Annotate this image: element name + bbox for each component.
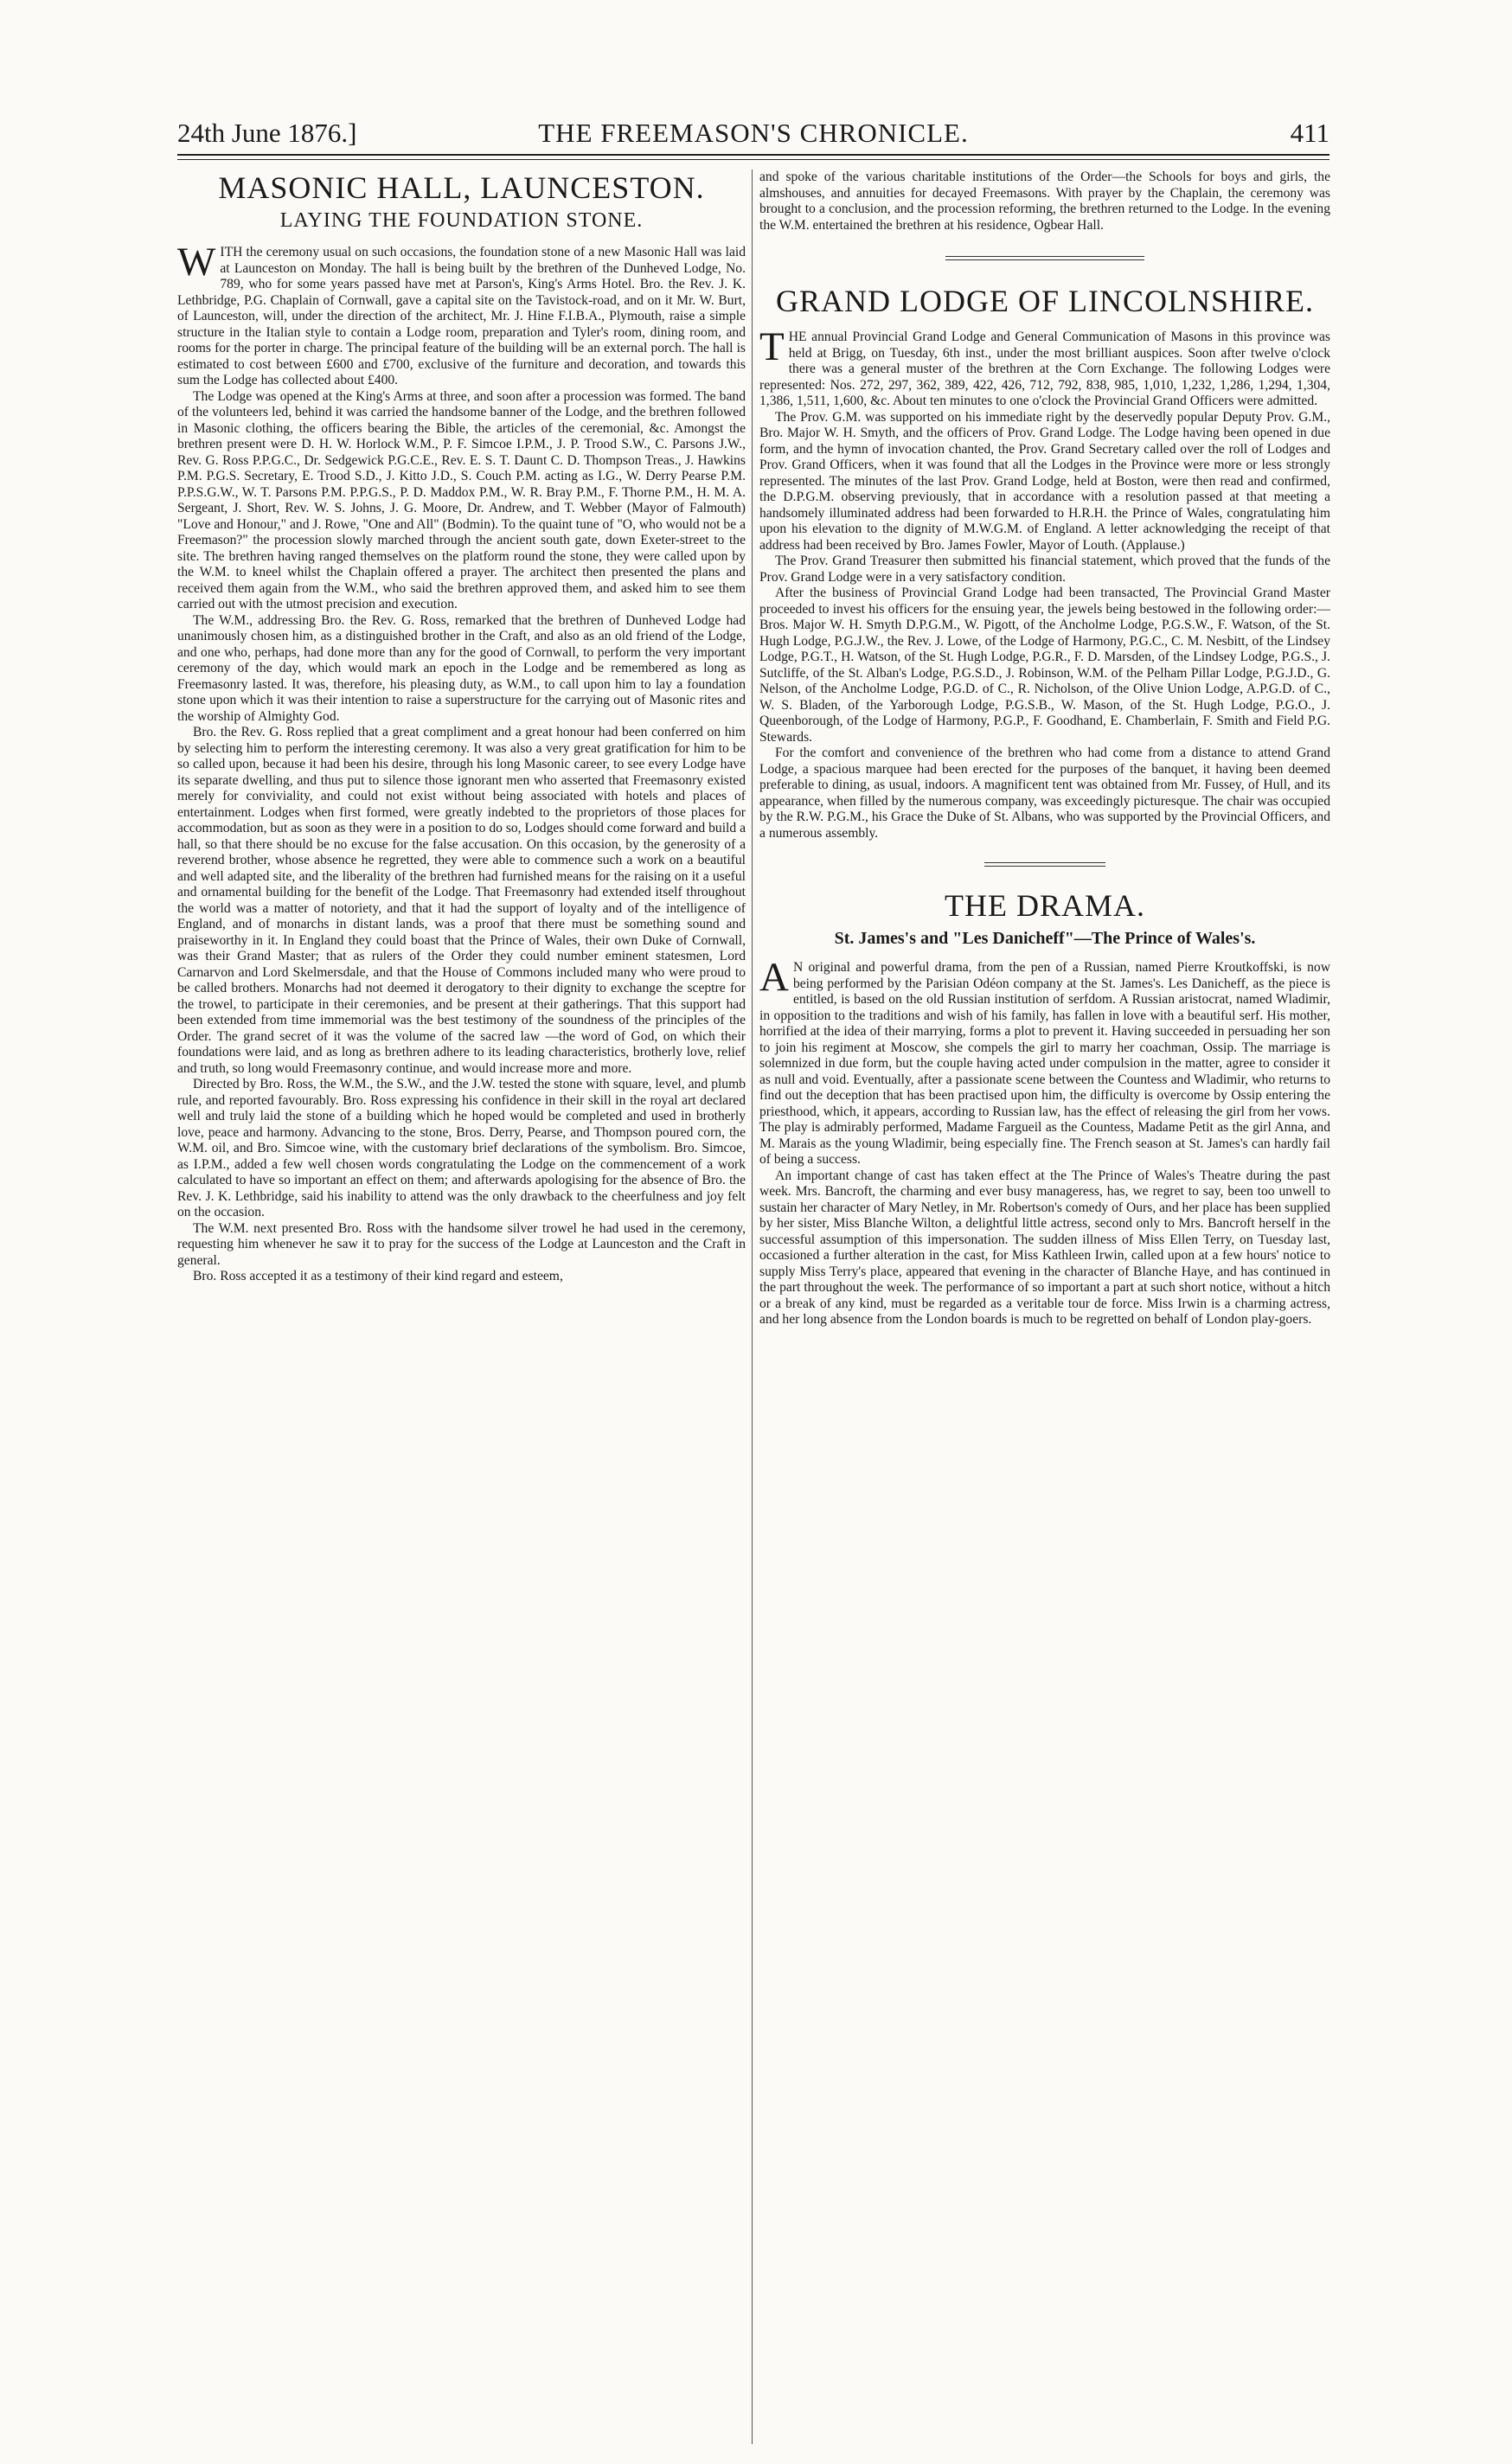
article-paragraph: An important change of cast has taken effect at the The Prince of Wales's Theatre during the past week. Mrs. Bancroft, the charming and ever busy manageress, has, we regret to say, been too unwell to sustain her character of Mary Netley, in Mr. Robertson's comedy of Ours, and her place has been supplied by her sister, Miss Blanche Wilton, a delightful little actress, second only to Mrs. Bancroft herself in the successful assumption of this impersonation. The sudden illness of Miss Ellen Terry, on Tuesday last, occasioned a further alteration in the cast, for Miss Kathleen Irwin, called upon at a few hours' notice to supply Miss Terry's place, appeared that evening in the character of Blanche Haye, and has continued in the part throughout the week. The performance of so important a part at such short notice, without a hitch or a break of any kind, must be regarded as a veritable tour de force. Miss Irwin is a charming actress, and her long absence from the London boards is much to be regretted on behalf of London play-goers. [759, 1168, 1331, 1327]
article-body [759, 324, 1330, 842]
section-separator [984, 862, 1105, 867]
article-body [759, 955, 1331, 1328]
article-paragraph: and spoke of the various charitable institutions of the Order—the Schools for boys and girls, the almshouses, and annuities for decayed Freemasons. With prayer by the Chaplain, the ceremony was brought to a conclusion, and the procession reforming, the brethren returned to the Lodge. In the evening the W.M. entertained the brethren at his residence, Ogbear Hall. [759, 170, 1330, 233]
article-subtitle: LAYING THE FOUNDATION STONE. [279, 209, 644, 232]
article-paragraph: A N original and powerful drama, from the pen of a Russian, named Pierre Kroutkoffski, is now being performed by the Parisian Odéon company at the St. James's. Les Danicheff, as the piece is entitled, is based on the old Russian institution of serfdom. A Russian aristocrat, named Wladimir, in opposition to the traditions and wish of his family, has fallen in love with a beautiful serf. His mother, horrified at the idea of their marrying, forms a plot to prevent it. Having succeeded in persuading her son to join his regiment at Moscow, she compels the girl to marry her coachman, Ossip. The marriage is solemnized in due form, but the couple having acted under compulsion in the matter, agree to consider it as null and void. Eventually, after a passionate scene between the Countess and Wladimir, who returns to find out the deception that has been practised upon him, the difficulty is overcome by Ossip entering the priesthood, which, it appears, according to Russian law, has the effect of releasing the girl from her vows. The play is admirably performed, Madame Fargueil as the Countess, Madame Petit as the girl Anna, and M. Marais as the young Wladimir, being especially fine. The French season at St. James's can hardly fail of being a success. [759, 955, 1330, 1167]
left-column [177, 170, 746, 1285]
section-separator [945, 256, 1144, 260]
article-title: GRAND LODGE OF LINCOLNSHIRE. [776, 284, 1314, 318]
article-body [177, 240, 746, 1285]
article-paragraph: Bro. the Rev. G. Ross replied that a great compliment and a great honour had been conferred on him by selecting him to perform the interesting ceremony. It was also a very great gratification for him to be so called upon, because it had been his desire, through his long Masonic career, to see every Lodge have its separate dwelling, and thus put to silence those ignorant men who asserted that Freemasonry existed merely for conviviality, and could not exist without being associated with hotels and places of entertainment. Lodges when first formed, were greatly indebted to the proprietors of those places for accommodation, but as soon as they were in a position to do so, Lodges should come forward and build a hall, so that there should be no excuse for the false accusation. On this occasion, by the generosity of a reverend brother, whose absence he regretted, they were able to commence such a work on a beautiful and well adapted site, and the liberality of the brethren had furnished means for the raising on it a useful and ornamental building for the benefit of the Lodge. That Freemasonry had extended itself throughout the world was a matter of notoriety, and that it had the support of loyalty and of the intelligence of England, and of monarchs in distant lands, was a proof that there must be something sound and praiseworthy in it. In England they could boast that the Prince of Wales, their own Duke of Cornwall, was their Grand Master; that as rulers of the Order they could number eminent statesmen, Lord Carnarvon and Lord Skelmersdale, and that the House of Commons included many who were proud to be called brothers. Monarchs had not deemed it derogatory to their dignity to exchange the sceptre for the trowel, to participate in their ceremonies, and be present at their gatherings. That this support had been extended from time immemorial was the best testimony of the soundness of the principles of the Order. The grand secret of it was the volume of the sacred law —the word of God, on which their foundations were laid, and as long as brethren adhere to its leading characteristics, brotherly love, relief and truth, so long would Freemasonry continue, and would increase more and more. [177, 725, 746, 1076]
article-paragraph: The W.M. next presented Bro. Ross with the handsome silver trowel he had used in the ceremony, requesting him whenever he saw it to pray for the success of the Lodge at Launceston and the Craft in general. [177, 1220, 746, 1268]
article-masonic-hall-launceston [177, 170, 746, 1285]
article-the-drama [759, 887, 1330, 1328]
right-column [759, 170, 1330, 1328]
drop-cap: A [759, 955, 789, 1000]
article-paragraph: Bro. Ross accepted it as a testimony of their kind regard and esteem, [193, 1269, 563, 1283]
header-rule [177, 154, 1329, 160]
article-paragraph: The Lodge was opened at the King's Arms at three, and soon after a procession was formed. The band of the volunteers led, behind it was carried the handsome banner of the Lodge, and the brethren followed in Masonic clothing, the officers bearing the Bible, the articles of the ceremonial, &c. Amongst the brethren present were D. H. W. Horlock W.M., P. F. Simcoe I.P.M., J. P. Trood S.W., C. Parsons J.W., Rev. G. Ross P.P.G.C., Dr. Sedgewick P.G.C.E., Rev. E. S. T. Daunt C. D. Thompson Treas., J. Hawkins P.M. P.G.S. Secretary, E. Trood S.D., J. Kitto J.D., S. Couch P.M. acting as I.G., W. Derry Pearse P.M. P.P.S.G.W., W. T. Parsons P.M. P.P.G.S., P. D. Maddox P.M., W. R. Bray P.M., F. Thorne P.M., H. M. A. Sergeant, J. Short, Rev. W. S. Johns, J. G. Moore, Dr. Andrew, and T. Webber (Mayor of Falmouth) "Love and Honour," and J. Rowe, "One and All" (Bodmin). To the quaint tune of "O, who would not be a Freemason?" the procession slowly marched through the ancient south gate, down Exeter-street to the site. The brethren having ranged themselves on the platform round the stone, they were called upon by the W.M. to kneel whilst the Chaplain offered a prayer. The architect then presented the plans and received them again from the W.M., who said the brethren approved them, and asked him to see them carried out with the utmost precision and execution. [177, 388, 746, 611]
article-title: MASONIC HALL, LAUNCESTON. [218, 170, 705, 205]
article-paragraph: The W.M., addressing Bro. the Rev. G. Ross, remarked that the brethren of Dunheved Lodge had unanimously chosen him, as a distinguished brother in the Craft, and also as an old friend of the Lodge, and one who, perhaps, had done more than any for the good of Cornwall, to perform the very important ceremony of the day, which would mark an epoch in the Lodge and be remembered as long as Freemasonry lasted. It was, therefore, his pleasing duty, as W.M., to call upon him to lay a foundation stone upon which it was their intention to raise a superstructure for the carrying out of Masonic rites and the worship of Almighty God. [177, 612, 746, 724]
article-paragraph: For the comfort and convenience of the brethren who had come from a distance to attend Grand Lodge, a spacious marquee had been erected for the purposes of the banquet, it having been deemed preferable to dining, as usual, indoors. A magnificent tent was obtained from Mr. Fussey, of Hull, and its appearance, when filled by the numerous company, was exceedingly picturesque. The chair was occupied by the R.W. P.G.M., his Grace the Duke of St. Albans, who was supported by the Provincial Officers, and a numerous assembly. [759, 746, 1330, 841]
article-paragraph: After the business of Provincial Grand Lodge had been transacted, The Provincial Grand Master proceeded to invest his officers for the ensuing year, the jewels being bestowed in the following order:— Bros. Major W. H. Smyth D.P.G.M., W. Pigott, of the Ancholme Lodge, P.G.S.W., F. Watson, of the St. Hugh Lodge, P.G.J.W., the Rev. J. Lowe, of the Lodge of Harmony, P.G.C., C. M. Nesbitt, of the Lindsey Lodge, P.G.T., H. Watson, of the St. Hugh Lodge, P.G.R., F. D. Marsden, of the Lindsey Lodge, P.G.S., J. Sutcliffe, of the St. Alban's Lodge, P.G.S.D., J. Robinson, W.M. of the Pelham Pillar Lodge, P.G.J.D., G. Nelson, of the Ancholme Lodge, P.G.D. of C., R. Nicholson, of the Olive Union Lodge, A.P.G.D. of C., W. S. Bladen, of the Yarborough Lodge, P.G.S.B., W. Mason, of the St. Hugh Lodge, P.G.O., J. Queenborough, of the Lodge of Harmony, P.G.P., F. Goodhand, E. Chamberlain, F. Smith and Field P.G. Stewards. [759, 586, 1330, 745]
article-paragraph: The Prov. Grand Treasurer then submitted his financial statement, which proved that the funds of the Prov. Grand Lodge were in a very satisfactory condition. [759, 554, 1330, 585]
article-title: THE DRAMA. [945, 888, 1145, 923]
article-paragraph: Directed by Bro. Ross, the W.M., the S.W., and the J.W. tested the stone with square, level, and plumb rule, and reported favourably. Bro. Ross expressing his confidence in their skill in the royal art declared well and truly laid the stone of a building which he hoped would be completed and used in brotherly love, peace and harmony. Advancing to the stone, Bros. Derry, Pearse, and Thompson poured corn, the W.M. oil, and Bro. Simcoe wine, with the customary brief declarations of the symbolism. Bro. Simcoe, as I.P.M., added a few well chosen words congratulating the Lodge on the commencement of a work calculated to have so important an effect on them; and afterwards apologising for the absence of Bro. the Rev. J. K. Lethbridge, said his inability to attend was the only drawback to the cheerfulness and joy felt on the occasion. [177, 1077, 746, 1219]
publication-title: THE FREEMASON'S CHRONICLE. [538, 118, 969, 148]
article-paragraph: WITH the ceremony usual on such occasions, the foundation stone of a new Masonic Hall was laid at Launceston on Monday. The hall is being built by the brethren of the Dunheved Lodge, No. 789, who for some years passed have met at Parson's, King's Arms Hotel. Bro. the Rev. J. K. Lethbridge, P.G. Chaplain of Cornwall, gave a capital site on the Tavistock-road, and on it Mr. W. Burt, of Launceston, will, under the direction of the architect, Mr. J. Hine F.I.B.A., Plymouth, raise a simple structure in the Italian style to contain a Lodge room, preparation and Tyler's room, dining room, and rooms for the porter in charge. The principal feature of the building will be an external porch. The hall is estimated to cost between £600 and £700, exclusive of the furniture and decoration, and towards this sum the Lodge has collected about £400. [177, 240, 746, 387]
page-header [177, 118, 1329, 149]
drop-cap: W [177, 240, 216, 285]
article-subtitle: St. James's and "Les Danicheff"—The Prince of Wales's. [834, 929, 1256, 948]
article-continuation [759, 170, 1330, 234]
drop-cap: T [759, 324, 785, 369]
issue-date: 24th June 1876.] [177, 118, 357, 148]
article-grand-lodge-lincolnshire [759, 283, 1330, 842]
article-paragraph: The Prov. G.M. was supported on his immediate right by the deservedly popular Deputy Prov. G.M., Bro. Major W. H. Smyth, and the officers of Prov. Grand Lodge. The Lodge having been opened in due form, and the hymn of invocation chanted, the Prov. Grand Secretary called over the roll of Lodges and Prov. Grand Officers, when it was found that all the Lodges in the Province were more or less strongly represented. The minutes of the last Prov. Grand Lodge, held at Boston, were then read and confirmed, the D.P.G.M. observing previously, that in accordance with a resolution passed at that meeting a handsomely illuminated address had been forwarded to H.R.H. the Prince of Wales, congratulating him upon his elevation to the dignity of M.W.G.M. of England. A letter acknowledging the receipt of that address had been received by Bro. James Fowler, Mayor of Louth. (Applause.) [759, 409, 1330, 553]
page-number: 411 [1290, 118, 1329, 148]
article-paragraph: THE annual Provincial Grand Lodge and General Communication of Masons in this province was held at Brigg, on Tuesday, 6th inst., under the most brilliant auspices. Soon after twelve o'clock there was a general muster of the brethren at the Corn Exchange. The following Lodges were represented: Nos. 272, 297, 362, 389, 422, 426, 712, 792, 838, 985, 1,010, 1,232, 1,286, 1,294, 1,304, 1,386, 1,511, 1,600, &c. About ten minutes to one o'clock the Provincial Grand Officers were admitted. [759, 324, 1330, 408]
column-divider [752, 170, 753, 2444]
